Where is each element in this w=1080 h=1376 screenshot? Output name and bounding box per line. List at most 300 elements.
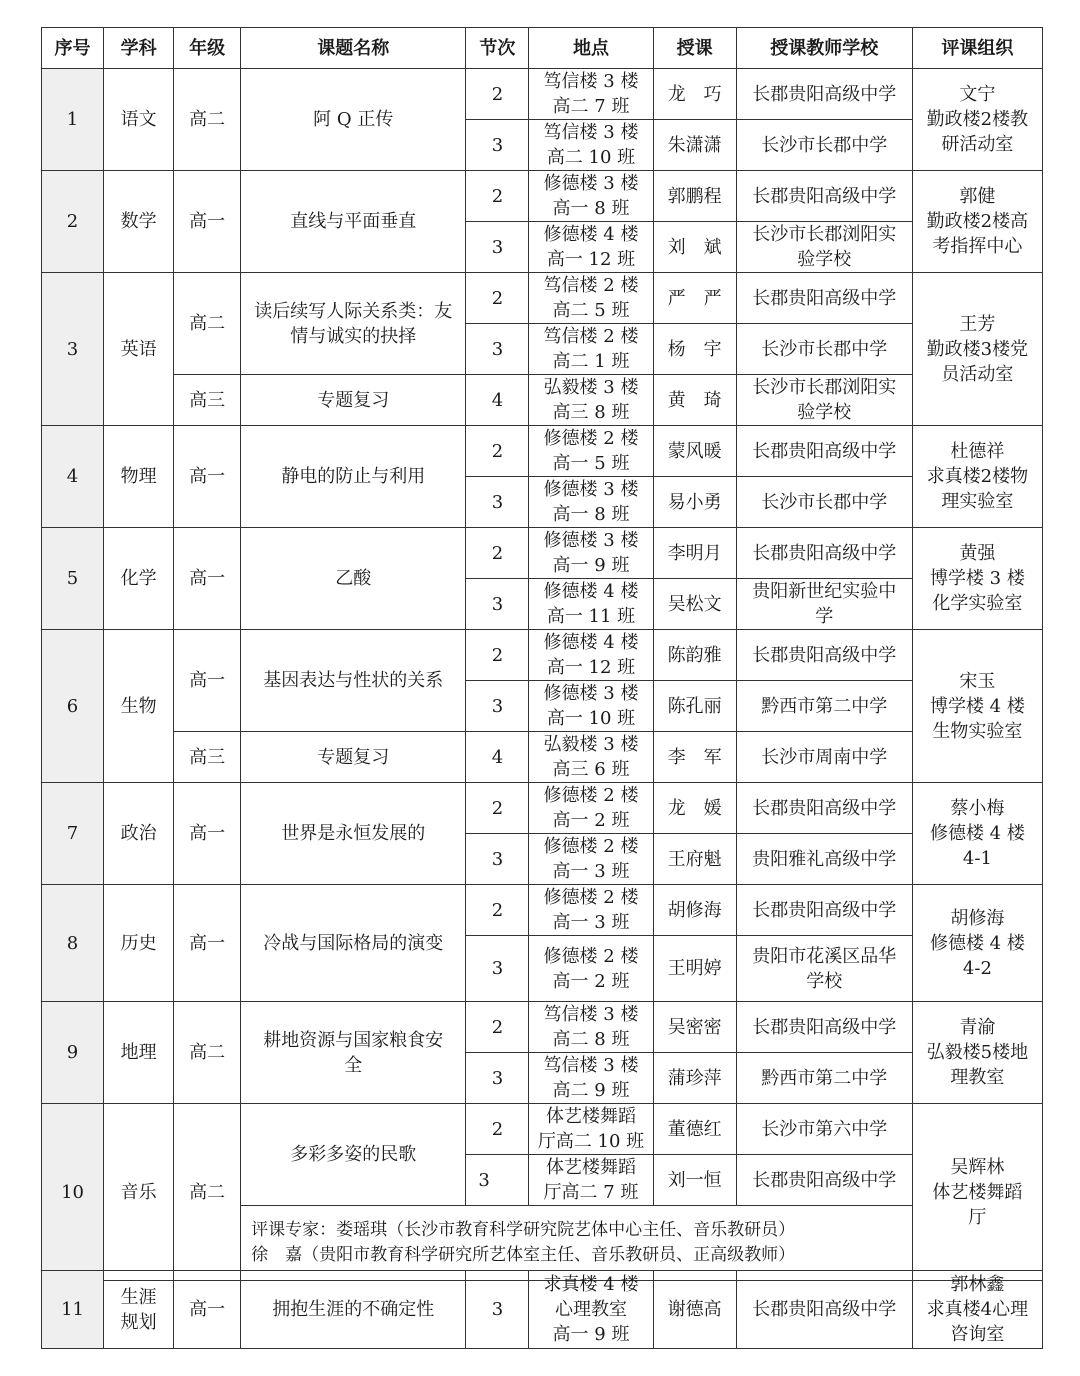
school-cell-line: 学 [815, 606, 834, 627]
topic-cell [241, 528, 466, 630]
column-header [736, 28, 912, 69]
school-cell-line: 长郡贵阳高级中学 [752, 185, 897, 207]
period-cell [466, 936, 529, 1002]
subject-cell [104, 885, 174, 1002]
review-org-cell [912, 528, 1042, 630]
period-cell [466, 579, 529, 630]
location-cell-line: 高一 12 班 [546, 657, 636, 678]
topic-cell-line: 多彩多姿的民歌 [290, 1144, 417, 1165]
review-org-cell-line: 蔡小梅 [950, 798, 1005, 819]
topic-cell-line: 基因表达与性状的关系 [263, 670, 444, 691]
school-cell [736, 1104, 912, 1155]
topic-cell [241, 630, 466, 732]
teacher-cell-line: 陈孔丽 [667, 695, 722, 717]
school-cell-line: 长郡贵阳高级中学 [752, 1016, 897, 1038]
teacher-cell-line: 黄 琦 [667, 389, 722, 411]
review-org-cell-line: 吴辉林 [950, 1156, 1005, 1178]
teacher-cell-line: 吴松文 [667, 593, 722, 615]
school-cell [736, 885, 912, 936]
topic-cell [241, 1104, 466, 1206]
school-cell [736, 171, 912, 222]
grade-cell [174, 375, 241, 426]
location-cell [529, 375, 653, 426]
subject-cell [104, 171, 174, 273]
school-cell [736, 477, 912, 528]
teacher-cell [653, 69, 736, 120]
period-cell [466, 324, 529, 375]
subject-cell-line: 生物 [120, 695, 157, 717]
teacher-cell [653, 681, 736, 732]
column-header [529, 28, 653, 69]
period-cell [466, 69, 529, 120]
review-org-cell-line: 体艺楼舞蹈 [932, 1181, 1023, 1203]
career-table [41, 1270, 1043, 1349]
school-cell [736, 120, 912, 171]
subject-cell-line: 音乐 [120, 1181, 157, 1203]
grade-cell [174, 426, 241, 528]
period-cell-line: 2 [491, 542, 504, 564]
location-cell-line: 厅高二 7 班 [543, 1182, 639, 1203]
teacher-cell [653, 426, 736, 477]
school-cell [736, 783, 912, 834]
grade-cell-line: 高一 [189, 466, 226, 487]
period-cell [466, 1053, 529, 1104]
review-org-cell-line: 博学楼 3 楼 [929, 568, 1025, 589]
review-org-cell [912, 273, 1042, 426]
school-cell-line: 长沙市周南中学 [761, 746, 888, 768]
school-cell [736, 324, 912, 375]
subject-cell [104, 273, 174, 426]
period-cell [466, 171, 529, 222]
review-org-cell-line: 生物实验室 [932, 720, 1023, 742]
topic-cell [241, 375, 466, 426]
topic-cell-line: 情与诚实的抉择 [290, 325, 417, 347]
period-cell [466, 1155, 529, 1206]
grade-cell [174, 1104, 241, 1281]
review-org-cell-line: 理教室 [950, 1067, 1005, 1088]
period-cell-line: 4 [491, 389, 504, 411]
review-org-cell-line: 求真楼4心理 [926, 1299, 1029, 1320]
table-row [42, 630, 1043, 681]
review-org-cell [912, 1271, 1042, 1349]
teacher-cell [653, 1002, 736, 1053]
period-cell-line: 2 [491, 797, 504, 819]
teacher-cell [653, 783, 736, 834]
column-header-line: 学科 [120, 37, 157, 59]
location-cell-line: 高一 3 班 [552, 861, 630, 882]
column-header [241, 28, 466, 69]
grade-cell-line: 高二 [189, 313, 226, 334]
period-cell [466, 885, 529, 936]
expert-note-line: 徐 嘉（贵阳市教育科学研究所艺体室主任、音乐教研员、正高级教师） [251, 1245, 796, 1265]
grade-cell-line: 高二 [189, 1181, 226, 1203]
school-cell [736, 528, 912, 579]
school-cell-line: 黔西市第二中学 [761, 1067, 888, 1089]
column-header-line: 授课 [676, 37, 713, 59]
subject-cell-line: 数学 [120, 211, 157, 232]
grade-cell-line: 高三 [189, 746, 226, 768]
table-row [42, 171, 1043, 222]
period-cell [466, 783, 529, 834]
location-cell-line: 求真楼 4 楼 [543, 1274, 639, 1295]
review-org-cell-line: 研活动室 [941, 134, 1014, 155]
location-cell-line: 修德楼 2 楼 [543, 785, 639, 806]
teacher-cell-line: 龙 媛 [667, 797, 722, 819]
teacher-cell [653, 120, 736, 171]
teacher-cell [653, 1271, 736, 1349]
location-cell-line: 高一 8 班 [552, 504, 630, 525]
period-cell-line: 2 [491, 1016, 504, 1038]
location-cell-line: 高二 1 班 [552, 351, 630, 372]
school-cell-line: 长沙市长郡浏阳实 [752, 224, 897, 245]
teacher-cell [653, 477, 736, 528]
review-org-cell-line: 文宁 [959, 84, 996, 105]
review-org-cell-line: 杜德祥 [950, 441, 1005, 462]
review-org-cell-line: 咨询室 [950, 1324, 1005, 1345]
review-org-cell-line: 4-2 [962, 957, 992, 979]
school-cell-line: 贵阳新世纪实验中 [752, 581, 897, 602]
table-row [42, 1271, 1043, 1349]
school-cell [736, 630, 912, 681]
row-number [42, 783, 104, 885]
teacher-cell [653, 375, 736, 426]
period-cell [466, 426, 529, 477]
period-cell-line: 2 [491, 899, 504, 921]
row-number-line: 5 [66, 568, 79, 589]
period-cell-line: 3 [491, 236, 504, 258]
review-org-cell-line: 理实验室 [941, 491, 1014, 512]
review-org-cell-line: 4-1 [962, 848, 992, 869]
teacher-cell-line: 杨 宇 [667, 338, 722, 360]
grade-cell [174, 528, 241, 630]
school-cell-line: 长沙市长郡中学 [761, 134, 888, 156]
review-org-cell-line: 勤政楼3楼党 [926, 338, 1029, 360]
row-number-line: 2 [66, 211, 79, 232]
teacher-cell-line: 胡修海 [667, 899, 722, 921]
school-cell-line: 长郡贵阳高级中学 [752, 797, 897, 819]
column-header-line: 评课组织 [941, 37, 1014, 59]
location-cell-line: 心理教室 [555, 1299, 627, 1320]
topic-cell [241, 1271, 466, 1349]
review-org-cell-line: 宋玉 [959, 670, 996, 692]
teacher-cell-line: 刘一恒 [667, 1169, 722, 1191]
teacher-cell-line: 郭鹏程 [667, 185, 722, 207]
row-number-line: 9 [66, 1042, 79, 1063]
location-cell-line: 修德楼 2 楼 [543, 428, 639, 449]
row-number-line: 8 [66, 932, 79, 954]
location-cell-line: 修德楼 2 楼 [543, 836, 639, 857]
school-cell [736, 375, 912, 426]
topic-cell-line: 直线与平面垂直 [290, 211, 417, 232]
teacher-cell-line: 李 军 [667, 746, 722, 768]
review-org-cell-line: 求真楼2楼物 [926, 466, 1029, 487]
row-number-line: 4 [66, 466, 79, 487]
row-number [42, 1002, 104, 1104]
teacher-cell [653, 1155, 736, 1206]
review-org-cell-line: 青渝 [959, 1017, 996, 1038]
column-header-line: 授课教师学校 [770, 37, 879, 59]
school-cell [736, 1271, 912, 1349]
school-cell-line: 长郡贵阳高级中学 [752, 1169, 897, 1191]
topic-cell-line: 专题复习 [317, 389, 390, 411]
school-cell [736, 1053, 912, 1104]
period-cell-line: 3 [491, 1299, 504, 1320]
location-cell-line: 笃信楼 3 楼 [543, 1004, 639, 1025]
grade-cell-line: 高一 [189, 211, 226, 232]
school-cell-line: 贵阳雅礼高级中学 [752, 848, 897, 870]
review-org-cell-line: 博学楼 4 楼 [929, 695, 1025, 717]
location-cell [529, 222, 653, 273]
period-cell [466, 120, 529, 171]
review-org-cell-line: 化学实验室 [932, 593, 1023, 614]
teacher-cell [653, 732, 736, 783]
review-org-cell [912, 1002, 1042, 1104]
location-cell-line: 厅高二 10 班 [537, 1131, 645, 1152]
review-org-cell-line: 修德楼 4 楼 [929, 823, 1025, 844]
location-cell-line: 高二 5 班 [552, 300, 630, 321]
column-header-line: 序号 [54, 37, 91, 59]
school-cell-line: 学校 [806, 970, 843, 992]
teacher-cell [653, 528, 736, 579]
period-cell-line: 3 [491, 491, 504, 513]
period-cell [466, 1104, 529, 1155]
location-cell [529, 834, 653, 885]
grade-cell [174, 171, 241, 273]
school-cell [736, 1155, 912, 1206]
location-cell-line: 弘毅楼 3 楼 [543, 377, 639, 398]
school-cell [736, 273, 912, 324]
review-org-cell-line: 厅 [968, 1206, 987, 1228]
school-cell-line: 长郡贵阳高级中学 [752, 899, 897, 921]
period-cell-line: 4 [491, 746, 504, 768]
school-cell [736, 426, 912, 477]
teacher-cell-line: 蒲珍萍 [667, 1067, 722, 1089]
period-cell-line: 3 [491, 338, 504, 360]
table-row [42, 885, 1043, 936]
location-cell-line: 高三 8 班 [552, 402, 630, 423]
teacher-cell-line: 刘 斌 [667, 236, 722, 258]
column-header [912, 28, 1042, 69]
teacher-cell [653, 885, 736, 936]
location-cell [529, 1104, 653, 1155]
review-org-cell [912, 69, 1042, 171]
grade-cell-line: 高三 [189, 389, 226, 411]
school-cell-line: 长郡贵阳高级中学 [752, 287, 897, 309]
grade-cell [174, 1271, 241, 1349]
location-cell [529, 477, 653, 528]
location-cell-line: 体艺楼舞蹈 [546, 1157, 636, 1178]
teacher-cell [653, 630, 736, 681]
topic-cell [241, 885, 466, 1002]
school-cell-line: 验学校 [797, 249, 852, 270]
school-cell [736, 69, 912, 120]
grade-cell [174, 732, 241, 783]
review-org-cell [912, 426, 1042, 528]
location-cell-line: 修德楼 3 楼 [543, 173, 639, 194]
location-cell [529, 936, 653, 1002]
row-number [42, 1104, 104, 1281]
header-row [42, 28, 1043, 69]
topic-cell-line: 乙酸 [335, 568, 372, 589]
review-org-cell [912, 171, 1042, 273]
period-cell-line: 2 [491, 185, 504, 207]
review-org-cell-line: 胡修海 [950, 907, 1005, 929]
teacher-cell [653, 936, 736, 1002]
review-org-cell [912, 783, 1042, 885]
location-cell [529, 273, 653, 324]
topic-cell-line: 耕地资源与国家粮食安 [263, 1029, 444, 1051]
subject-cell-line: 规划 [120, 1311, 157, 1333]
location-cell [529, 120, 653, 171]
topic-cell [241, 1002, 466, 1104]
review-org-cell-line: 员活动室 [941, 363, 1014, 385]
period-cell [466, 528, 529, 579]
table-row [42, 273, 1043, 324]
review-org-cell-line: 弘毅楼5楼地 [926, 1042, 1029, 1063]
period-cell-line: 3 [491, 958, 504, 979]
location-cell [529, 783, 653, 834]
location-cell [529, 1002, 653, 1053]
topic-cell-line: 冷战与国际格局的演变 [263, 932, 444, 954]
grade-cell [174, 69, 241, 171]
review-org-cell-line: 考指挥中心 [932, 236, 1023, 257]
location-cell-line: 高二 7 班 [552, 96, 630, 117]
school-cell [736, 936, 912, 1002]
subject-cell [104, 630, 174, 783]
location-cell-line: 修德楼 4 楼 [543, 224, 639, 245]
location-cell [529, 426, 653, 477]
period-cell [466, 1271, 529, 1349]
school-cell-line: 长沙市长郡浏阳实 [752, 377, 897, 398]
table-row [42, 1002, 1043, 1053]
table-row [42, 426, 1043, 477]
teacher-cell-line: 吴密密 [667, 1016, 722, 1038]
location-cell-line: 修德楼 4 楼 [543, 581, 639, 602]
column-header-line: 年级 [189, 37, 226, 59]
row-number [42, 69, 104, 171]
subject-cell-line: 语文 [120, 109, 157, 130]
subject-cell [104, 783, 174, 885]
topic-cell [241, 69, 466, 171]
topic-cell-line: 专题复习 [317, 746, 390, 768]
location-cell-line: 笃信楼 3 楼 [543, 122, 639, 143]
row-number [42, 885, 104, 1002]
teacher-cell-line: 严 严 [667, 287, 722, 309]
grade-cell-line: 高一 [189, 1299, 226, 1320]
location-cell-line: 高二 10 班 [546, 147, 636, 168]
topic-cell-line: 阿 Q 正传 [313, 109, 394, 130]
period-cell-line: 3 [491, 848, 504, 870]
school-cell-line: 验学校 [797, 402, 852, 423]
grade-cell [174, 273, 241, 375]
teacher-cell-line: 蒙风暖 [667, 440, 722, 462]
period-cell [466, 1002, 529, 1053]
topic-cell-line: 世界是永恒发展的 [281, 823, 426, 844]
location-cell-line: 高三 6 班 [552, 759, 630, 780]
table-row [42, 375, 1043, 426]
column-header [174, 28, 241, 69]
teacher-cell-line: 易小勇 [667, 491, 722, 513]
grade-cell [174, 630, 241, 732]
location-cell [529, 1271, 653, 1349]
column-header [104, 28, 174, 69]
review-org-cell [912, 885, 1042, 1002]
school-cell [736, 732, 912, 783]
grade-cell-line: 高一 [189, 932, 226, 954]
row-number [42, 273, 104, 426]
row-number-line: 11 [61, 1299, 84, 1320]
school-cell-line: 长沙市长郡中学 [761, 338, 888, 360]
period-cell [466, 375, 529, 426]
row-number-line: 7 [66, 823, 79, 844]
location-cell-line: 笃信楼 2 楼 [543, 275, 639, 296]
school-cell-line: 长沙市第六中学 [761, 1118, 888, 1140]
location-cell [529, 732, 653, 783]
teacher-cell-line: 董德红 [667, 1118, 722, 1140]
location-cell-line: 高一 2 班 [552, 970, 630, 992]
row-number-line: 10 [61, 1181, 84, 1203]
teacher-cell-line: 王明婷 [667, 958, 722, 979]
location-cell [529, 681, 653, 732]
school-cell-line: 长沙市长郡中学 [761, 491, 888, 513]
location-cell-line: 笃信楼 3 楼 [543, 1055, 639, 1076]
teacher-cell-line: 王府魁 [667, 848, 722, 870]
location-cell-line: 修德楼 3 楼 [543, 683, 639, 704]
table-row [42, 1104, 1043, 1155]
topic-cell-line: 读后续写人际关系类：友 [254, 300, 453, 322]
school-cell [736, 1002, 912, 1053]
table-row [42, 732, 1043, 783]
grade-cell-line: 高一 [189, 823, 226, 844]
review-org-cell-line: 郭林鑫 [950, 1274, 1005, 1295]
teacher-cell-line: 龙 巧 [667, 83, 722, 105]
location-cell [529, 579, 653, 630]
review-org-cell-line: 勤政楼2楼高 [926, 211, 1029, 232]
topic-cell-line: 全 [344, 1054, 363, 1076]
school-cell-line: 黔西市第二中学 [761, 695, 888, 717]
subject-cell [104, 1271, 174, 1349]
school-cell-line: 长郡贵阳高级中学 [752, 1299, 897, 1320]
location-cell-line: 修德楼 3 楼 [543, 530, 639, 551]
column-header-line: 地点 [573, 37, 609, 59]
period-cell [466, 630, 529, 681]
period-cell-line: 3 [491, 1067, 504, 1089]
subject-cell-line: 生涯 [120, 1286, 157, 1308]
teacher-cell-line: 李明月 [667, 542, 722, 564]
location-cell [529, 324, 653, 375]
table-row [42, 783, 1043, 834]
location-cell [529, 630, 653, 681]
topic-cell [241, 171, 466, 273]
location-cell [529, 885, 653, 936]
location-cell-line: 弘毅楼 3 楼 [543, 734, 639, 755]
school-cell-line: 长郡贵阳高级中学 [752, 83, 897, 105]
table-row [42, 69, 1043, 120]
subject-cell [104, 1002, 174, 1104]
teacher-cell [653, 1104, 736, 1155]
review-org-cell-line: 黄强 [959, 543, 996, 564]
column-header-line: 节次 [479, 37, 516, 59]
grade-cell-line: 高一 [189, 670, 226, 691]
period-cell [466, 834, 529, 885]
topic-cell [241, 783, 466, 885]
school-cell-line: 长郡贵阳高级中学 [752, 542, 897, 564]
row-number [42, 1271, 104, 1349]
period-cell [466, 273, 529, 324]
teacher-cell [653, 324, 736, 375]
location-cell-line: 修德楼 2 楼 [543, 887, 639, 908]
period-cell-line: 2 [491, 287, 504, 309]
